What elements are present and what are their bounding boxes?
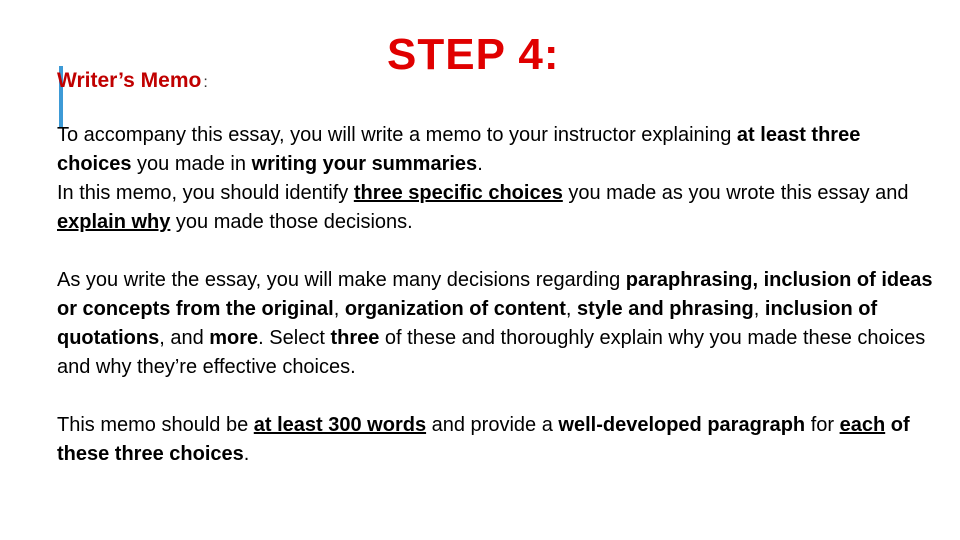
- bold-run: inclusion of quotations: [57, 298, 878, 349]
- bold-underline-run: explain why: [57, 211, 171, 233]
- paragraph-1: [57, 121, 937, 179]
- paragraph-gap: [57, 237, 937, 266]
- label-text: Writer’s Memo: [57, 69, 202, 92]
- bold-run: well-developed paragraph: [558, 414, 806, 436]
- text-run: and provide a: [426, 414, 559, 436]
- text-run: you made as you wrote this essay and: [562, 182, 909, 204]
- text-run: ,: [565, 298, 578, 320]
- bold-run: paraphrasing, inclusion of ideas or concepts from the original: [57, 269, 933, 320]
- bold-run: style and phrasing: [577, 298, 754, 320]
- paragraph-gap: [57, 382, 937, 411]
- bold-run: at least three choices: [57, 124, 861, 175]
- paragraph-4: [57, 411, 937, 469]
- text-run: .: [477, 153, 483, 175]
- slide-title: STEP 4:: [387, 30, 560, 79]
- paragraph-3: [57, 266, 937, 382]
- slide-body: [57, 121, 937, 469]
- text-run: .: [243, 443, 250, 465]
- text-run: for: [805, 414, 840, 436]
- bold-underline-run: each: [839, 414, 886, 436]
- bold-run: of these three choices: [57, 414, 910, 465]
- text-run: ,: [753, 298, 765, 320]
- text-run: In this memo, you should identify: [57, 182, 354, 204]
- text-run: of these and thoroughly explain why you made these choices and why they’re effective choices.: [57, 327, 926, 378]
- bold-underline-run: three specific choices: [353, 182, 563, 204]
- text-run: As you write the essay, you will make many decisions regarding: [57, 269, 626, 291]
- label-colon: :: [203, 74, 208, 91]
- bold-underline-run: at least 300 words: [253, 414, 427, 436]
- bold-run: writing your summaries: [251, 153, 478, 175]
- section-label: [57, 69, 208, 93]
- text-run: ,: [333, 298, 345, 320]
- text-run: you made those decisions.: [170, 211, 413, 233]
- text-run: , and: [159, 327, 210, 349]
- paragraph-2: [57, 179, 937, 237]
- bold-run: organization of content: [344, 298, 566, 320]
- text-run: . Select: [258, 327, 331, 349]
- bold-run: more: [209, 327, 259, 349]
- bold-run: three: [330, 327, 380, 349]
- text-run: This memo should be: [57, 414, 254, 436]
- text-run: you made in: [131, 153, 252, 175]
- text-run: To accompany this essay, you will write a memo to your instructor explaining: [57, 124, 737, 146]
